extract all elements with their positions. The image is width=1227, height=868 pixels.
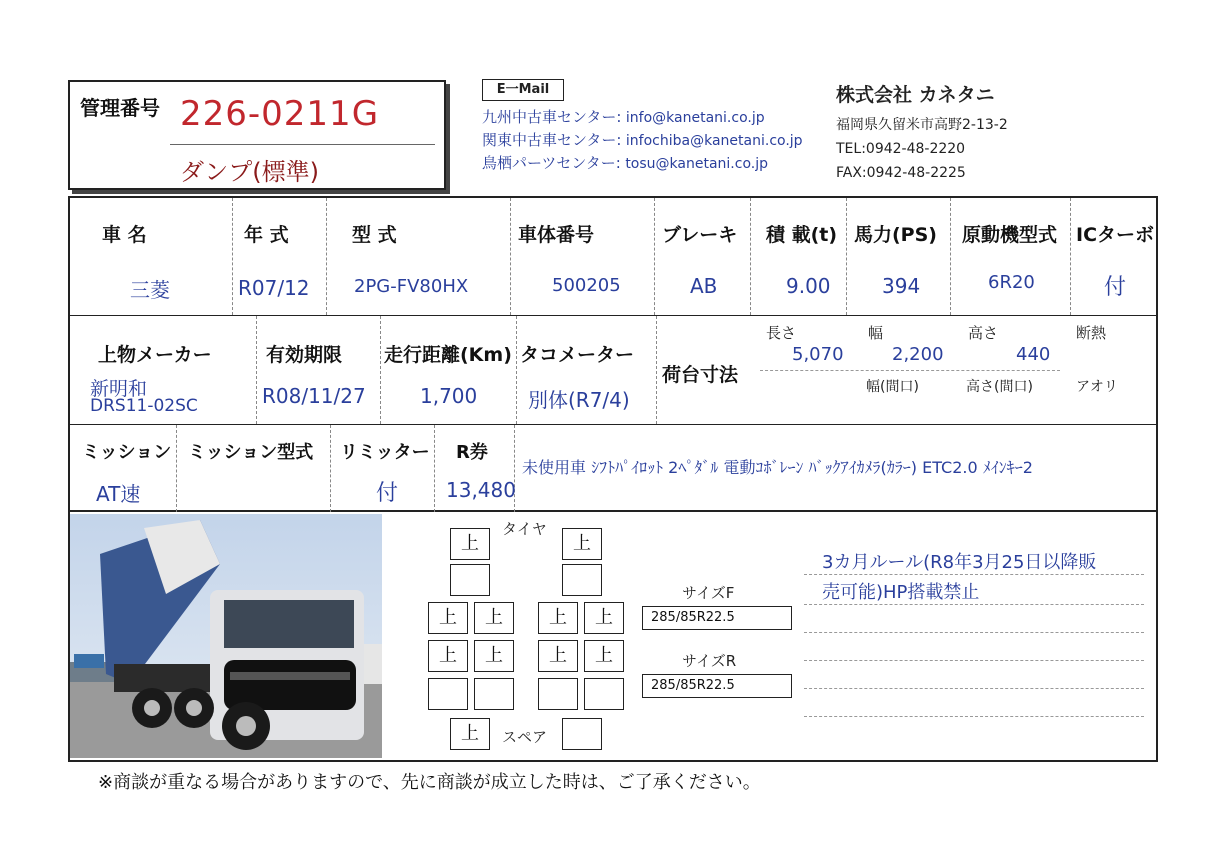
col-divider [380, 316, 381, 424]
tire-rear1-left-inner: 上 [474, 602, 514, 634]
company-block [836, 80, 1008, 185]
email-list [482, 106, 803, 175]
email-address[interactable]: tosu@kanetani.co.jp [625, 156, 768, 172]
value-brake: AB [690, 274, 718, 298]
remarks-line [804, 574, 1144, 575]
mission-label: ミッション [82, 442, 172, 463]
tire-rear1-right-outer: 上 [584, 602, 624, 634]
col-divider [330, 425, 331, 512]
height-value: 440 [1016, 344, 1051, 365]
header-car-name: 車 名 [102, 224, 147, 246]
length-label: 長さ [766, 324, 797, 342]
height-label: 高さ [968, 324, 999, 342]
tire-label: タイヤ [502, 520, 547, 538]
remarks-line [804, 632, 1144, 633]
header-chassis-number: 車体番号 [518, 224, 595, 246]
email-row [482, 106, 803, 129]
size-front-value: 285/85R22.5 [642, 606, 792, 630]
col-divider [434, 425, 435, 512]
limiter-label: リミッター [340, 442, 430, 463]
tire-rear3-left-inner [474, 678, 514, 710]
value-car-name: 三菱 [130, 278, 170, 302]
divider [170, 144, 435, 145]
value-ic-turbo: 付 [1104, 275, 1127, 300]
col-divider [750, 198, 751, 315]
email-center: 関東中古車センター: [482, 131, 622, 149]
tire-front-left-2 [450, 564, 490, 596]
header-load: 積 載(t) [766, 224, 838, 246]
size-rear-label: サイズR [682, 652, 737, 670]
management-number: 226-0211G [180, 94, 380, 134]
management-box [68, 80, 446, 190]
limiter-value: 付 [376, 481, 399, 506]
header-year: 年 式 [244, 224, 289, 246]
header-ic-turbo: ICターボ [1076, 224, 1155, 246]
col-divider [654, 198, 655, 315]
tire-rear2-left-outer: 上 [428, 640, 468, 672]
tire-front-left: 上 [450, 528, 490, 560]
col-divider [256, 316, 257, 424]
tire-rear3-right-outer [584, 678, 624, 710]
bed-size-label: 荷台寸法 [662, 364, 739, 386]
width-opening-label: 幅(間口) [866, 379, 919, 395]
value-horsepower: 394 [882, 274, 921, 298]
email-header-box [482, 79, 564, 101]
tire-front-right: 上 [562, 528, 602, 560]
col-divider [1070, 198, 1071, 315]
company-name: 株式会社 カネタニ [836, 84, 995, 106]
body-maker-name: 新明和 [90, 378, 148, 400]
bottom-panel [68, 512, 1158, 762]
tire-spare-1: 上 [450, 718, 490, 750]
tire-rear3-left-outer [428, 678, 468, 710]
tire-rear1-right-inner: 上 [538, 602, 578, 634]
notes: 未使用車 ｼﾌﾄﾊﾟｲﾛｯﾄ 2ﾍﾟﾀﾞﾙ 電動ｺﾎﾞﾚｰﾝ ﾊﾞｯｸｱｲｶﾒﾗ(ｶﾗｰ) ETC2.0 ﾒｲﾝｷｰ2 [522, 458, 1033, 477]
email-center: 鳥栖パーツセンター: [482, 154, 621, 172]
col-divider [510, 198, 511, 315]
value-model: 2PG-FV80HX [354, 276, 469, 297]
header-horsepower: 馬力(PS) [854, 224, 937, 246]
email-row [482, 152, 803, 175]
expiry-label: 有効期限 [266, 344, 343, 366]
insulation-label: 断熱 [1076, 324, 1107, 342]
vehicle-type: ダンプ(標準) [180, 158, 319, 186]
mission-value: AT速 [96, 482, 141, 506]
size-front-label: サイズF [682, 584, 735, 602]
body-maker-model: DRS11-02SC [90, 396, 198, 416]
height-opening-label: 高さ(間口) [966, 379, 1033, 395]
length-value: 5,070 [792, 344, 844, 365]
expiry-value: R08/11/27 [262, 384, 366, 408]
spare-label: スペア [502, 728, 548, 746]
truck-photo [70, 514, 382, 758]
header-brake: ブレーキ [662, 224, 738, 246]
remarks-line-2: 売可能)HP搭載禁止 [822, 582, 980, 603]
email-row [482, 129, 803, 152]
tire-rear1-left-outer: 上 [428, 602, 468, 634]
tailgate-label: アオリ [1076, 379, 1118, 395]
management-number-label: 管理番号 [80, 96, 160, 120]
value-chassis-number: 500205 [552, 275, 621, 296]
tire-rear2-left-inner: 上 [474, 640, 514, 672]
remarks-line [804, 604, 1144, 605]
header-engine-model: 原動機型式 [962, 224, 1058, 246]
value-engine-model: 6R20 [988, 272, 1035, 293]
spec-table [68, 196, 1158, 512]
email-address[interactable]: info@kanetani.co.jp [625, 110, 765, 126]
col-divider [656, 316, 657, 424]
mileage-label: 走行距離(Km) [384, 344, 512, 366]
email-center: 九州中古車センター: [482, 108, 622, 126]
col-divider [846, 198, 847, 315]
width-label: 幅 [868, 324, 884, 342]
remarks-line [804, 688, 1144, 689]
value-load: 9.00 [786, 274, 831, 298]
col-divider [176, 425, 177, 512]
col-divider [516, 316, 517, 424]
tire-rear3-right-inner [538, 678, 578, 710]
size-rear-value: 285/85R22.5 [642, 674, 792, 698]
footer-note: ※商談が重なる場合がありますので、先に商談が成立した時は、ご了承ください。 [98, 772, 761, 793]
tire-spare-2 [562, 718, 602, 750]
remarks-line-1: 3カ月ルール(R8年3月25日以降販 [822, 552, 1097, 573]
bed-divider [760, 370, 1060, 371]
company-tel: TEL:0942-48-2220 [836, 141, 966, 157]
email-header: E一Mail [496, 82, 550, 97]
mission-type-label: ミッション型式 [188, 442, 314, 463]
col-divider [950, 198, 951, 315]
company-address: 福岡県久留米市高野2-13-2 [836, 117, 1008, 133]
r-ticket-label: R券 [456, 442, 488, 463]
body-maker-label: 上物メーカー [98, 344, 212, 366]
tire-rear2-right-inner: 上 [538, 640, 578, 672]
mileage-value: 1,700 [420, 384, 478, 408]
header-model: 型 式 [352, 224, 397, 246]
row-divider [70, 315, 1158, 316]
tacho-label: タコメーター [520, 344, 635, 366]
value-year: R07/12 [238, 276, 310, 300]
company-fax: FAX:0942-48-2225 [836, 165, 966, 181]
row-divider [70, 424, 1158, 425]
tire-rear2-right-outer: 上 [584, 640, 624, 672]
remarks-line [804, 716, 1144, 717]
email-address[interactable]: infochiba@kanetani.co.jp [625, 133, 803, 149]
width-value: 2,200 [892, 344, 944, 365]
col-divider [326, 198, 327, 315]
remarks-line [804, 660, 1144, 661]
tacho-value: 別体(R7/4) [528, 388, 630, 412]
col-divider [232, 198, 233, 315]
r-ticket-value: 13,480 [446, 478, 516, 502]
tire-front-right-2 [562, 564, 602, 596]
